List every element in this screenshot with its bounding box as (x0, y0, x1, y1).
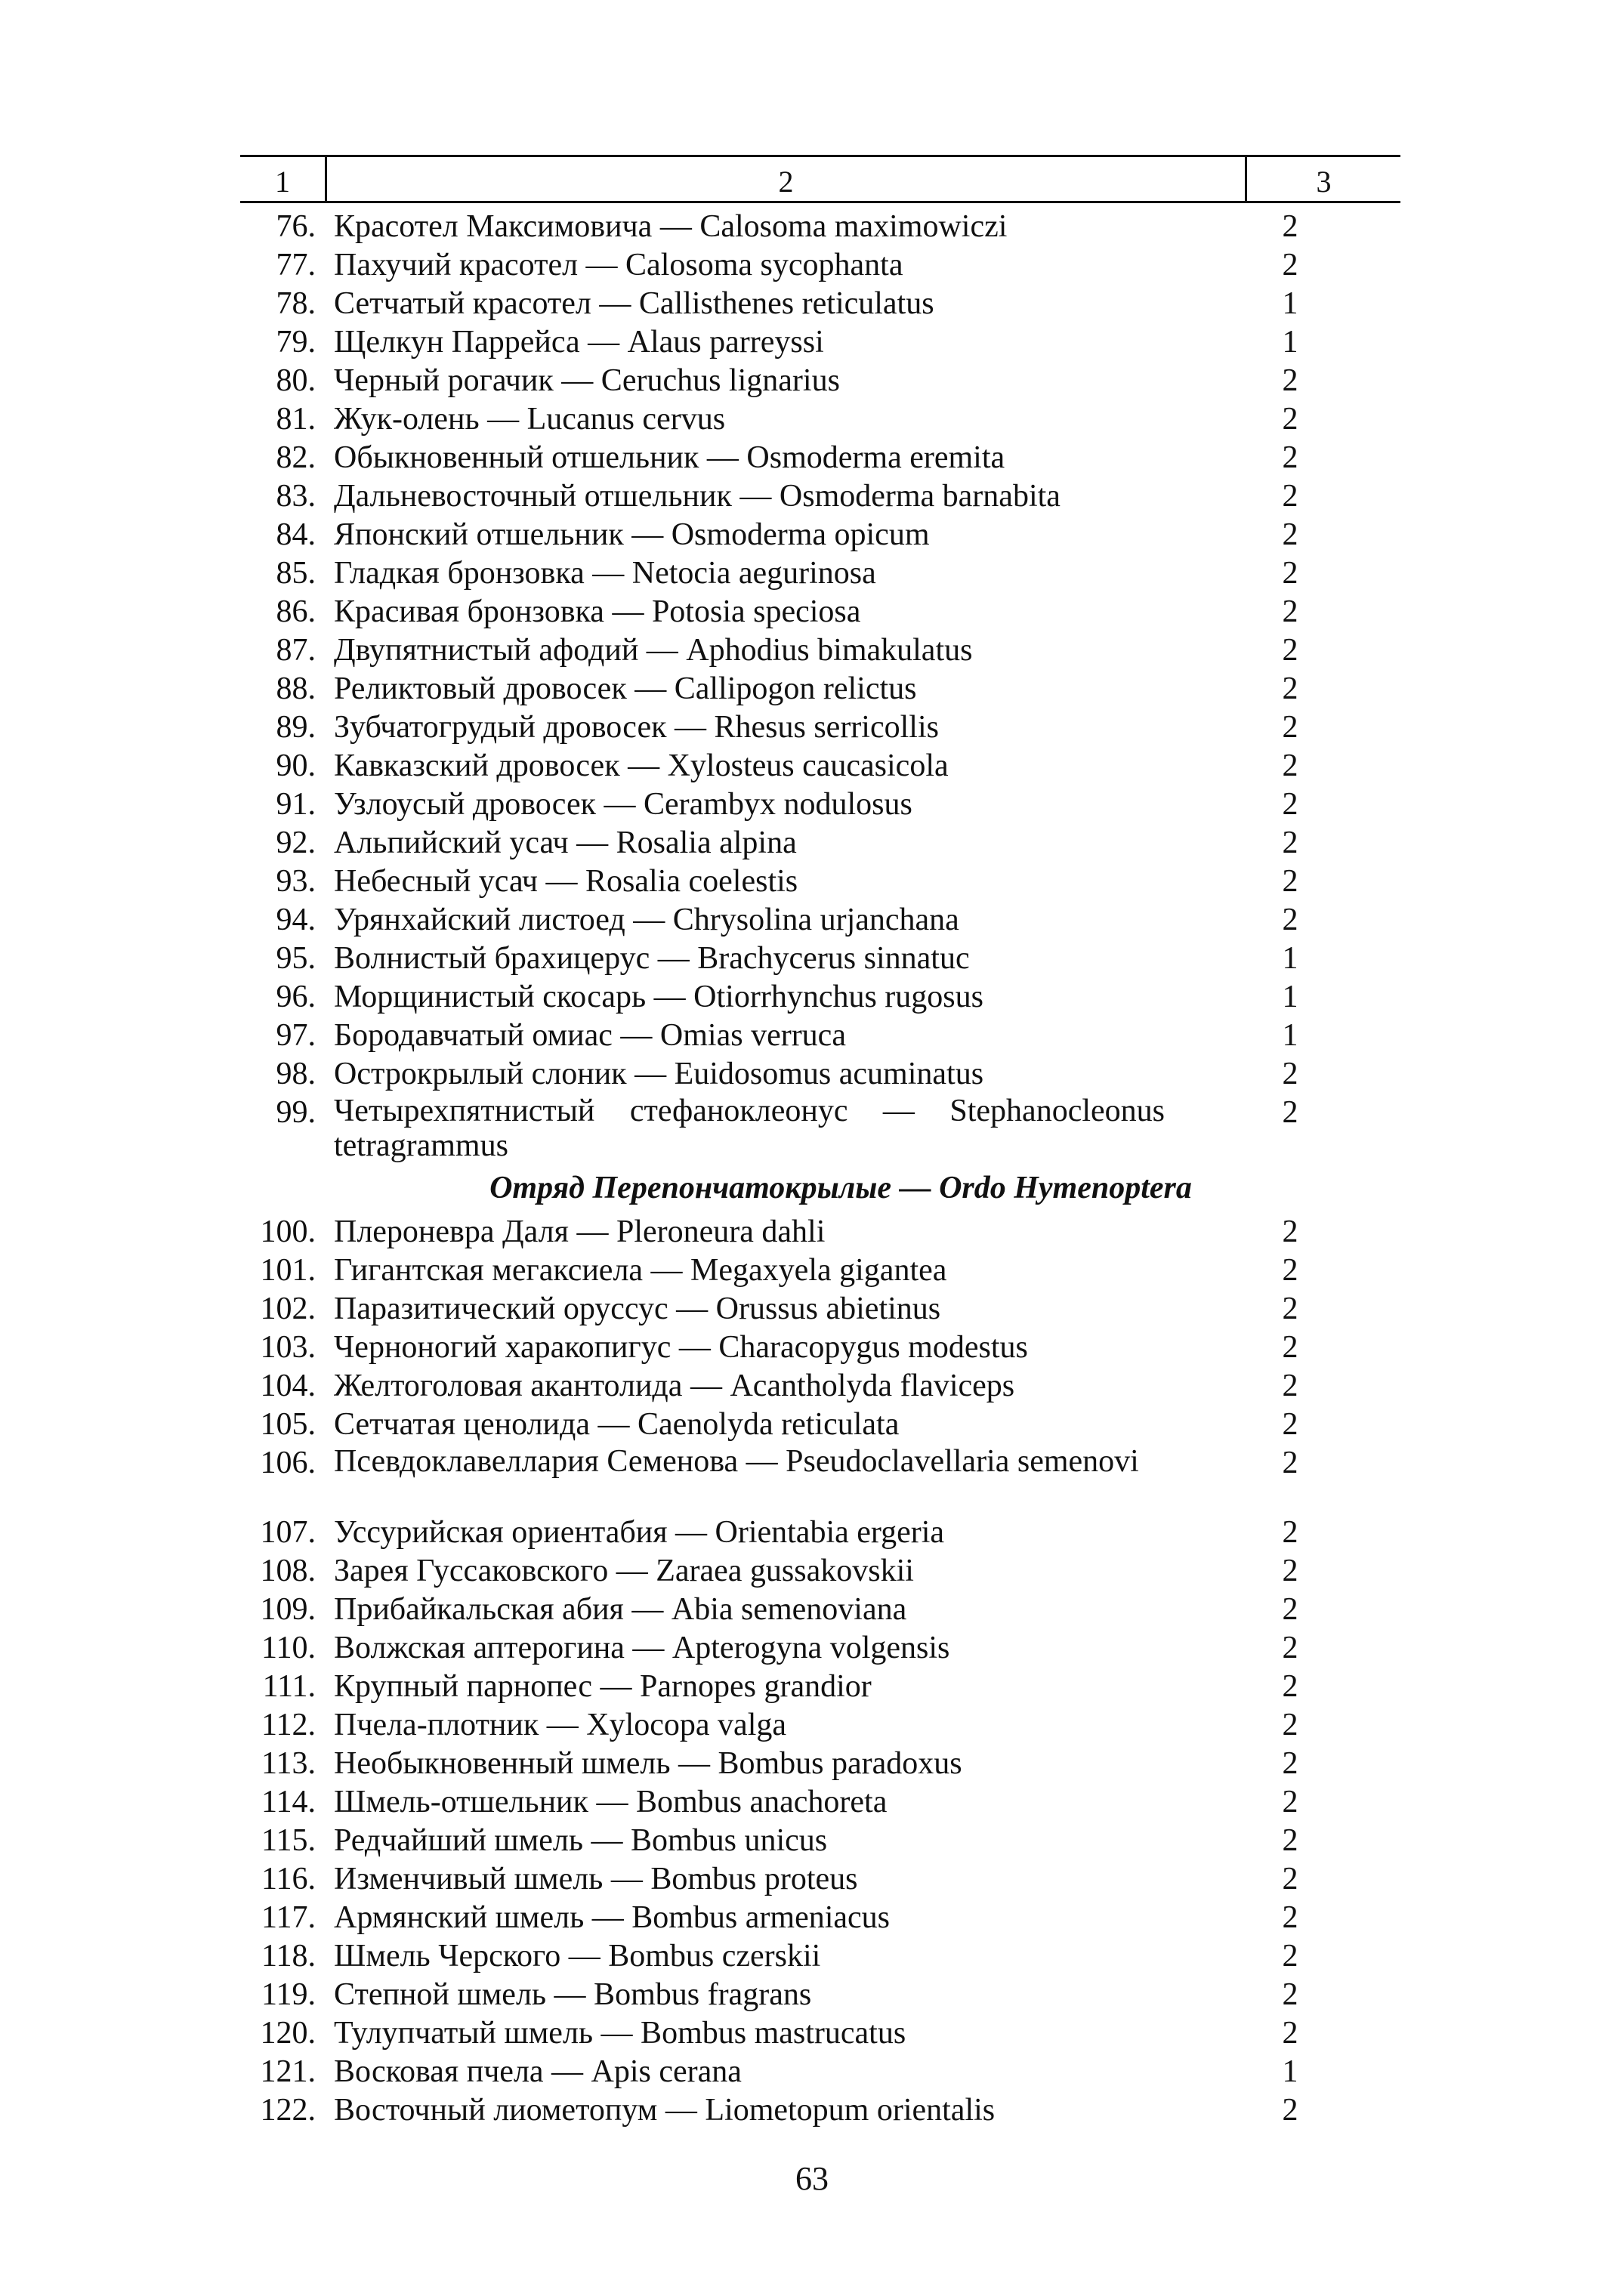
category: 2 (1282, 1939, 1298, 1974)
table-row (240, 1213, 1400, 1251)
row-number: 108. (260, 1554, 316, 1588)
species-name: Желтоголовая акантолида — Acantholyda flaviceps (334, 1369, 1015, 1403)
category: 2 (1282, 1369, 1298, 1403)
table-row (240, 1783, 1400, 1822)
category: 2 (1282, 1292, 1298, 1326)
table-row (240, 901, 1400, 940)
species-name: Обыкновенный отшельник — Osmoderma eremita (334, 440, 1005, 475)
table-row (240, 1367, 1400, 1406)
row-number: 99. (276, 1095, 316, 1130)
row-number: 83. (276, 479, 316, 514)
table-row (240, 516, 1400, 554)
species-name: Японский отшельник — Osmoderma opicum (334, 517, 930, 552)
category: 2 (1282, 556, 1298, 591)
species-name: Пахучий красотел — Calosoma sycophanta (334, 248, 903, 282)
category: 2 (1282, 517, 1298, 552)
category: 2 (1282, 1095, 1298, 1130)
row-number: 97. (276, 1018, 316, 1053)
species-name: Реликтовый дровосек — Callipogon relictus (334, 671, 917, 706)
category: 1 (1282, 1018, 1298, 1053)
table-row (240, 208, 1400, 246)
species-name: Пчела-плотник — Xylocopa valga (334, 1708, 787, 1742)
species-name: Тулупчатый шмель — Bombus mastrucatus (334, 2016, 906, 2051)
table-row (240, 1406, 1400, 1444)
table-row (240, 439, 1400, 477)
species-name: Изменчивый шмель — Bombus proteus (334, 1862, 858, 1896)
row-number: 102. (260, 1292, 316, 1326)
species-name: Степной шмель — Bombus fragrans (334, 1977, 812, 2012)
species-name: Щелкун Паррейса — Alaus parreyssi (334, 325, 824, 360)
row-number: 120. (260, 2016, 316, 2051)
row-number: 106. (260, 1446, 316, 1480)
species-name: Гигантская мегаксиела — Megaxyela gigantea (334, 1253, 947, 1288)
species-name: Гладкая бронзовка — Netocia aegurinosa (334, 556, 876, 591)
category: 2 (1282, 1708, 1298, 1742)
table-row (240, 1668, 1400, 1706)
species-name: Острокрылый слоник — Euidosomus acuminatus (334, 1057, 984, 1091)
category: 2 (1282, 1554, 1298, 1588)
category: 2 (1282, 710, 1298, 745)
species-name: Морщинистый скосарь — Otiorrhynchus rugosus (334, 980, 983, 1014)
row-number: 114. (261, 1785, 316, 1819)
row-number: 111. (262, 1669, 316, 1704)
category: 2 (1282, 1214, 1298, 1249)
row-number: 81. (276, 402, 316, 437)
table-row (240, 863, 1400, 901)
row-number: 107. (260, 1515, 316, 1550)
row-number: 90. (276, 748, 316, 783)
row-number: 116. (261, 1862, 316, 1896)
table-row (240, 1329, 1400, 1367)
species-name: Шмель Черского — Bombus czerskii (334, 1939, 821, 1974)
species-name: Редчайший шмель — Bombus unicus (334, 1823, 828, 1858)
species-name: Паразитический оруссус — Orussus abietinus (334, 1292, 941, 1326)
category: 2 (1282, 479, 1298, 514)
row-number: 110. (261, 1631, 316, 1665)
header-col-number: 1 (275, 165, 290, 199)
category: 2 (1282, 633, 1298, 668)
row-number: 101. (260, 1253, 316, 1288)
table-row (240, 978, 1400, 1017)
category: 2 (1282, 248, 1298, 282)
table-row (240, 1745, 1400, 1783)
table-row (240, 1899, 1400, 1937)
category: 2 (1282, 1862, 1298, 1896)
row-number: 85. (276, 556, 316, 591)
table-row (240, 708, 1400, 747)
table-row (240, 631, 1400, 670)
category: 2 (1282, 1900, 1298, 1935)
header-bottom-rule (240, 201, 1400, 203)
category: 2 (1282, 1631, 1298, 1665)
table-row (240, 1706, 1400, 1745)
category: 2 (1282, 594, 1298, 629)
table-row (240, 1444, 1400, 1514)
table-row (240, 1591, 1400, 1629)
category: 2 (1282, 903, 1298, 937)
table-row (240, 2091, 1400, 2130)
table-row (240, 2053, 1400, 2091)
table-row (240, 1017, 1400, 1055)
species-name: Черноногий харакопигус — Characopygus modestus (334, 1330, 1028, 1365)
header-top-rule (240, 155, 1400, 157)
table-row (240, 824, 1400, 863)
category: 2 (1282, 864, 1298, 899)
species-name: Жук-олень — Lucanus cervus (334, 402, 726, 437)
category: 2 (1282, 1669, 1298, 1704)
species-name: Армянский шмель — Bombus armeniacus (334, 1900, 891, 1935)
category: 2 (1282, 2093, 1298, 2128)
category: 2 (1282, 2016, 1298, 2051)
table-row (240, 747, 1400, 785)
row-number: 91. (276, 787, 316, 822)
row-number: 77. (276, 248, 316, 282)
category: 2 (1282, 826, 1298, 860)
species-name: Красивая бронзовка — Potosia speciosa (334, 594, 861, 629)
row-number: 118. (261, 1939, 316, 1974)
species-name: Черный рогачик — Ceruchus lignarius (334, 363, 840, 398)
species-name: Небесный усач — Rosalia coelestis (334, 864, 798, 899)
row-number: 88. (276, 671, 316, 706)
species-name: Восковая пчела — Apis cerana (334, 2054, 742, 2089)
row-number: 82. (276, 440, 316, 475)
row-number: 95. (276, 941, 316, 976)
row-number: 96. (276, 980, 316, 1014)
row-number: 109. (260, 1592, 316, 1627)
category: 2 (1282, 671, 1298, 706)
row-number: 105. (260, 1407, 316, 1442)
species-name: Сетчатый красотел — Callisthenes reticulatus (334, 286, 934, 321)
species-name: Дальневосточный отшельник — Osmoderma barnabita (334, 479, 1061, 514)
row-number: 86. (276, 594, 316, 629)
species-name: Восточный лиометопум — Liometopum orientalis (334, 2093, 996, 2128)
table-row (240, 940, 1400, 978)
category: 2 (1282, 440, 1298, 475)
row-number: 103. (260, 1330, 316, 1365)
row-number: 84. (276, 517, 316, 552)
row-number: 76. (276, 209, 316, 244)
row-number: 89. (276, 710, 316, 745)
category: 2 (1282, 402, 1298, 437)
category: 2 (1282, 1407, 1298, 1442)
species-name: Сетчатая ценолида — Caenolyda reticulata (334, 1407, 900, 1442)
row-number: 100. (260, 1214, 316, 1249)
table-row (240, 1860, 1400, 1899)
table-row (240, 323, 1400, 362)
species-name: Двупятнистый афодий — Aphodius bimakulatus (334, 633, 973, 668)
table-row (240, 1976, 1400, 2014)
table-row (240, 2014, 1400, 2053)
species-name: Необыкновенный шмель — Bombus paradoxus (334, 1746, 962, 1781)
row-number: 104. (260, 1369, 316, 1403)
species-name: Кавказский дровосек — Xylosteus caucasicola (334, 748, 949, 783)
row-number: 92. (276, 826, 316, 860)
table-row (240, 593, 1400, 631)
row-number: 122. (260, 2093, 316, 2128)
header-col-name: 2 (778, 165, 794, 199)
species-name: Альпийский усач — Rosalia alpina (334, 826, 797, 860)
category: 1 (1282, 2054, 1298, 2089)
category: 1 (1282, 325, 1298, 360)
row-number: 98. (276, 1057, 316, 1091)
category: 2 (1282, 1785, 1298, 1819)
row-number: 121. (260, 2054, 316, 2089)
category: 2 (1282, 748, 1298, 783)
category: 2 (1282, 1823, 1298, 1858)
table-row (240, 1514, 1400, 1552)
species-name: Урянхайский листоед — Chrysolina urjanchana (334, 903, 959, 937)
row-number: 87. (276, 633, 316, 668)
species-name: Бородавчатый омиас — Omias verruca (334, 1018, 846, 1053)
header-col-category: 3 (1316, 165, 1332, 199)
species-name: Псевдоклавеллария Семенова — Pseudoclavellaria semenovi (334, 1444, 1139, 1479)
row-number: 112. (261, 1708, 316, 1742)
row-number: 115. (261, 1823, 316, 1858)
table-row (240, 285, 1400, 323)
category: 2 (1282, 209, 1298, 244)
row-number: 94. (276, 903, 316, 937)
table-row (240, 362, 1400, 400)
table-body (240, 208, 1400, 2130)
table-row (240, 1055, 1400, 1094)
species-name: Четырехпятнистый стефаноклеонус — Stephanocleonus tetragrammus (334, 1094, 1165, 1163)
category: 2 (1282, 1746, 1298, 1781)
table-row (240, 246, 1400, 285)
table-row (240, 554, 1400, 593)
species-name: Узлоусый дровосек — Cerambyx nodulosus (334, 787, 912, 822)
row-number: 78. (276, 286, 316, 321)
category: 1 (1282, 980, 1298, 1014)
category: 2 (1282, 1057, 1298, 1091)
table-row (240, 1251, 1400, 1290)
table-row (240, 785, 1400, 824)
page-number: 63 (795, 2160, 829, 2197)
row-number: 79. (276, 325, 316, 360)
table-row (240, 1937, 1400, 1976)
species-name: Прибайкальская абия — Abia semenoviana (334, 1592, 907, 1627)
table-row (240, 477, 1400, 516)
species-name: Шмель-отшельник — Bombus anachoreta (334, 1785, 888, 1819)
category: 2 (1282, 363, 1298, 398)
category: 2 (1282, 1592, 1298, 1627)
category: 2 (1282, 1253, 1298, 1288)
row-number: 119. (261, 1977, 316, 2012)
category: 2 (1282, 1515, 1298, 1550)
species-name: Уссурийская ориентабия — Orientabia ergeria (334, 1515, 945, 1550)
table-row (240, 1094, 1400, 1163)
table-row (240, 1290, 1400, 1329)
category: 2 (1282, 787, 1298, 822)
species-name: Волнистый брахицерус — Brachycerus sinnatuc (334, 941, 970, 976)
row-number: 113. (261, 1746, 316, 1781)
table-row (240, 1552, 1400, 1591)
category: 2 (1282, 1330, 1298, 1365)
table-row (240, 400, 1400, 439)
table-row (240, 670, 1400, 708)
row-number: 80. (276, 363, 316, 398)
species-name: Волжская аптерогина — Apterogyna volgensis (334, 1631, 950, 1665)
category: 2 (1282, 1977, 1298, 2012)
species-name: Красотел Максимовича — Calosoma maximowiczi (334, 209, 1008, 244)
category: 1 (1282, 941, 1298, 976)
row-number: 93. (276, 864, 316, 899)
species-name: Зубчатогрудый дровосек — Rhesus serricollis (334, 710, 939, 745)
species-name: Крупный парнопес — Parnopes grandior (334, 1669, 872, 1704)
category: 1 (1282, 286, 1298, 321)
row-number: 117. (261, 1900, 316, 1935)
section-heading: Отряд Перепончатокрылые — Ordo Hymenoptera (489, 1171, 1192, 1205)
category: 2 (1282, 1446, 1298, 1480)
table-row (240, 1822, 1400, 1860)
table-row (240, 1629, 1400, 1668)
species-name: Зарея Гуссаковского — Zaraea gussakovskii (334, 1554, 914, 1588)
species-name: Плероневра Даля — Pleroneura dahli (334, 1214, 826, 1249)
